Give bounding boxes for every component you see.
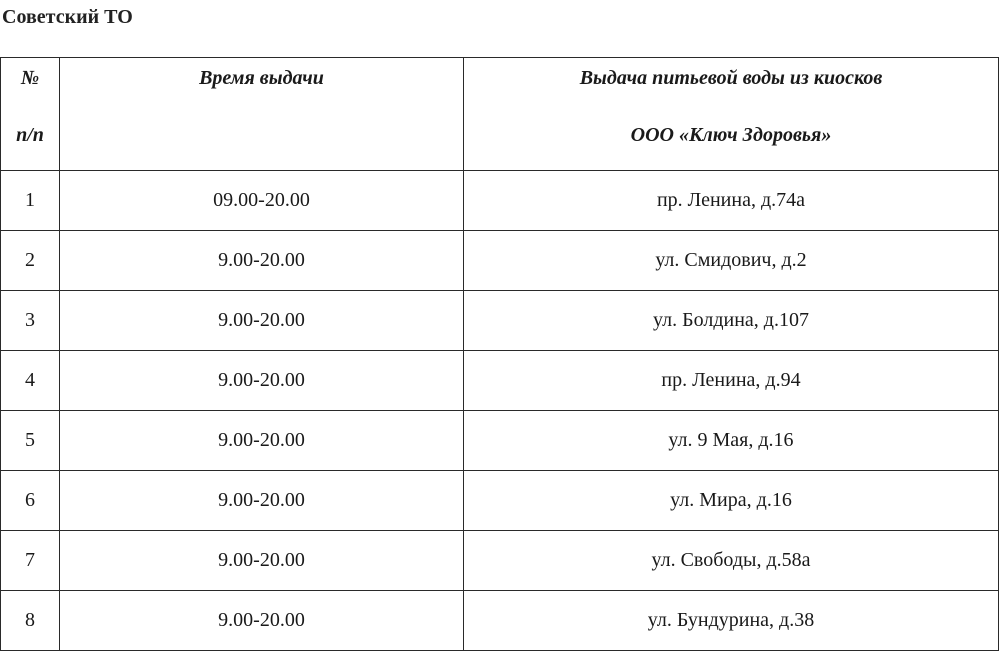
row-num: 1: [1, 171, 60, 231]
row-num: 8: [1, 591, 60, 651]
row-time: 09.00-20.00: [60, 171, 464, 231]
table-row: [1, 591, 999, 651]
row-address: ул. Бундурина, д.38: [464, 591, 999, 651]
row-address: пр. Ленина, д.94: [464, 351, 999, 411]
row-num: 3: [1, 291, 60, 351]
row-num: 5: [1, 411, 60, 471]
header-row: [1, 58, 999, 171]
table-row: [1, 471, 999, 531]
table-row: [1, 231, 999, 291]
row-address: ул. Мира, д.16: [464, 471, 999, 531]
table-row: [1, 351, 999, 411]
table-header: [1, 58, 999, 171]
row-address: ул. 9 Мая, д.16: [464, 411, 999, 471]
row-time: 9.00-20.00: [60, 471, 464, 531]
row-time: 9.00-20.00: [60, 351, 464, 411]
row-num: 6: [1, 471, 60, 531]
header-time-label: Время выдачи: [199, 67, 324, 89]
row-address: пр. Ленина, д.74а: [464, 171, 999, 231]
header-num-line1: №: [20, 67, 40, 89]
row-time: 9.00-20.00: [60, 531, 464, 591]
table-row: [1, 291, 999, 351]
header-num-line2: п/п: [16, 124, 44, 146]
row-num: 7: [1, 531, 60, 591]
section-heading: Советский ТО: [2, 6, 133, 28]
header-num: [1, 58, 60, 171]
row-address: ул. Свободы, д.58а: [464, 531, 999, 591]
table-row: [1, 171, 999, 231]
row-time: 9.00-20.00: [60, 411, 464, 471]
row-time: 9.00-20.00: [60, 591, 464, 651]
row-time: 9.00-20.00: [60, 231, 464, 291]
row-num: 2: [1, 231, 60, 291]
header-addr-line2: ООО «Ключ Здоровья»: [630, 124, 832, 146]
header-time: [60, 58, 464, 171]
header-addr-line1: Выдача питьевой воды из киосков: [579, 67, 883, 89]
row-time: 9.00-20.00: [60, 291, 464, 351]
header-addr: [464, 58, 999, 171]
row-address: ул. Болдина, д.107: [464, 291, 999, 351]
table-body: [1, 171, 999, 651]
water-distribution-table: [0, 57, 999, 651]
row-address: ул. Смидович, д.2: [464, 231, 999, 291]
table-row: [1, 531, 999, 591]
table-row: [1, 411, 999, 471]
row-num: 4: [1, 351, 60, 411]
